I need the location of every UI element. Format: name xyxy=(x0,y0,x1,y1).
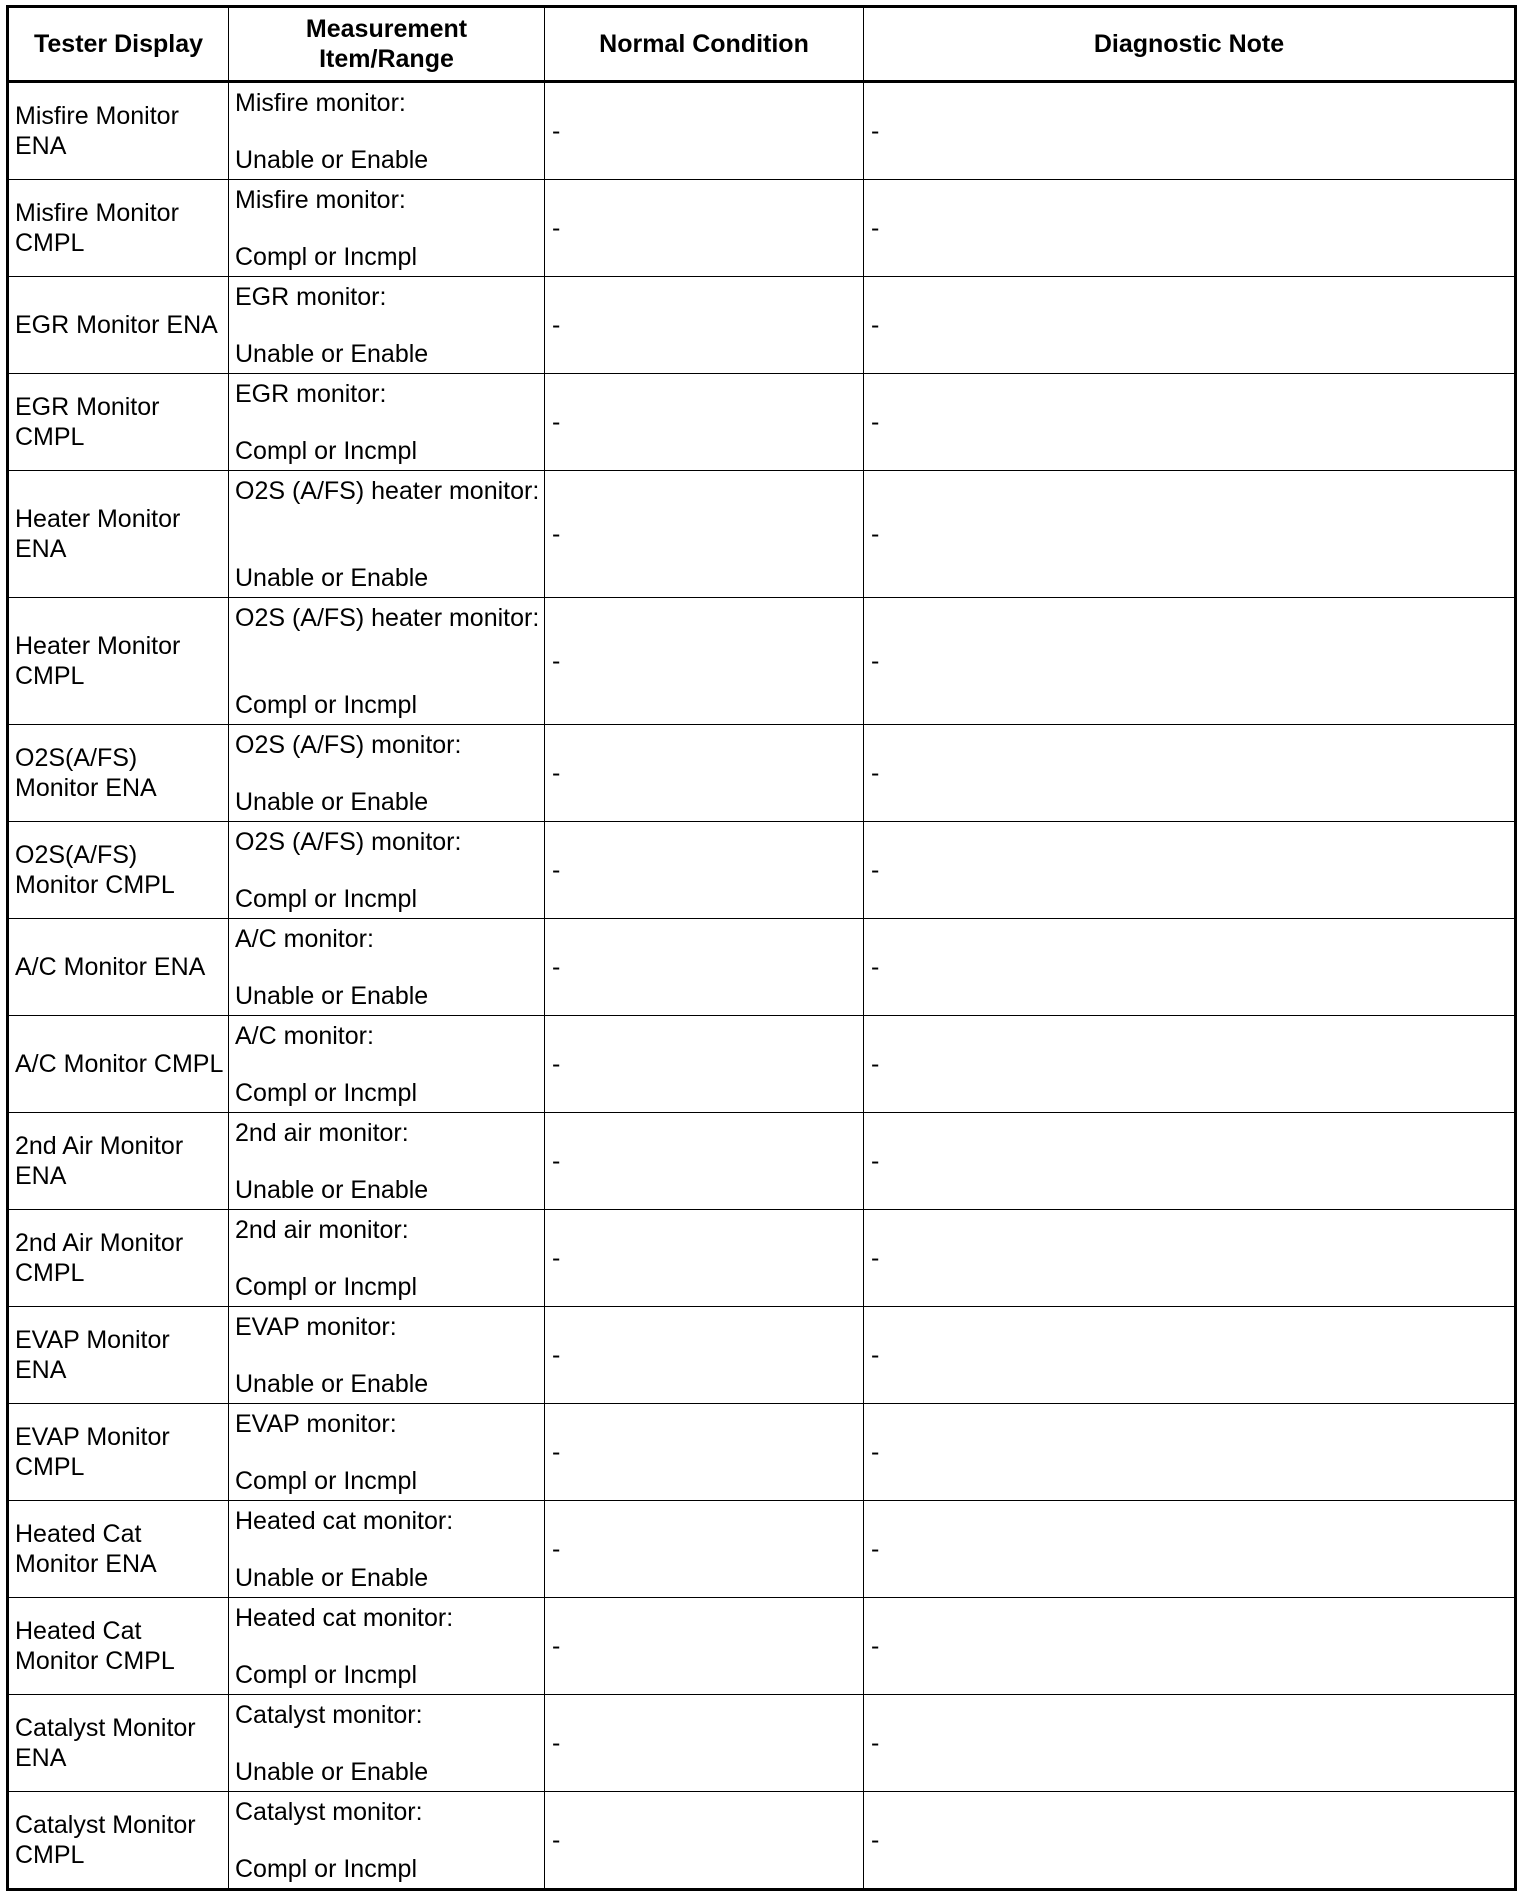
measurement-content xyxy=(235,822,540,918)
cell-normal-condition xyxy=(545,180,864,277)
diagnostic-note-value: - xyxy=(871,520,880,548)
measurement-range: Compl or Incmpl xyxy=(235,1855,417,1883)
measurement-content xyxy=(235,1210,540,1306)
cell-measurement xyxy=(229,1016,545,1113)
measurement-item: O2S (A/FS) monitor: xyxy=(235,731,462,759)
cell-normal-condition xyxy=(545,598,864,725)
table-row xyxy=(8,598,1516,725)
normal-condition-value: - xyxy=(552,1535,561,1563)
cell-diagnostic-note xyxy=(864,471,1516,598)
cell-tester-display: Misfire Monitor ENA xyxy=(8,82,229,180)
cell-diagnostic-note xyxy=(864,180,1516,277)
table-row xyxy=(8,1307,1516,1404)
cell-measurement xyxy=(229,1113,545,1210)
cell-normal-condition xyxy=(545,1598,864,1695)
diagnostic-note-value: - xyxy=(871,856,880,884)
table-row xyxy=(8,374,1516,471)
measurement-item: 2nd air monitor: xyxy=(235,1216,409,1244)
cell-normal-condition xyxy=(545,725,864,822)
normal-condition-value: - xyxy=(552,1729,561,1757)
normal-condition-value: - xyxy=(552,953,561,981)
header-normal-condition: Normal Condition xyxy=(545,7,864,82)
measurement-content xyxy=(235,1016,540,1112)
diagnostic-note-value: - xyxy=(871,117,880,145)
diagnostic-note-value: - xyxy=(871,759,880,787)
table-row xyxy=(8,1404,1516,1501)
cell-diagnostic-note xyxy=(864,919,1516,1016)
cell-measurement xyxy=(229,277,545,374)
cell-diagnostic-note xyxy=(864,1695,1516,1792)
diagnostic-note-value: - xyxy=(871,1244,880,1272)
measurement-content xyxy=(235,471,540,597)
diagnostic-note-value: - xyxy=(871,1632,880,1660)
normal-condition-value: - xyxy=(552,1050,561,1078)
measurement-range: Unable or Enable xyxy=(235,1564,429,1592)
cell-normal-condition xyxy=(545,471,864,598)
cell-tester-display: EVAP Monitor CMPL xyxy=(8,1404,229,1501)
cell-tester-display: Catalyst Monitor ENA xyxy=(8,1695,229,1792)
table-row xyxy=(8,277,1516,374)
header-measurement-line2: Item/Range xyxy=(319,45,454,73)
measurement-item: EVAP monitor: xyxy=(235,1313,397,1341)
measurement-item: Misfire monitor: xyxy=(235,186,406,214)
cell-normal-condition xyxy=(545,1210,864,1307)
cell-tester-display: O2S(A/FS) Monitor ENA xyxy=(8,725,229,822)
cell-tester-display: EVAP Monitor ENA xyxy=(8,1307,229,1404)
diagnostic-note-value: - xyxy=(871,311,880,339)
cell-measurement xyxy=(229,1501,545,1598)
diagnostic-note-value: - xyxy=(871,647,880,675)
cell-tester-display: O2S(A/FS) Monitor CMPL xyxy=(8,822,229,919)
cell-measurement xyxy=(229,82,545,180)
cell-diagnostic-note xyxy=(864,1792,1516,1890)
cell-diagnostic-note xyxy=(864,822,1516,919)
measurement-item: A/C monitor: xyxy=(235,1022,374,1050)
measurement-item: Misfire monitor: xyxy=(235,89,406,117)
table-row xyxy=(8,1210,1516,1307)
table-row xyxy=(8,82,1516,180)
diagnostic-note-value: - xyxy=(871,953,880,981)
cell-tester-display: Heater Monitor CMPL xyxy=(8,598,229,725)
cell-diagnostic-note xyxy=(864,1113,1516,1210)
measurement-content xyxy=(235,1404,540,1500)
cell-normal-condition xyxy=(545,1113,864,1210)
cell-measurement xyxy=(229,822,545,919)
diagnostic-note-value: - xyxy=(871,1729,880,1757)
normal-condition-value: - xyxy=(552,1244,561,1272)
cell-normal-condition xyxy=(545,277,864,374)
measurement-content xyxy=(235,725,540,821)
normal-condition-value: - xyxy=(552,1826,561,1854)
cell-normal-condition xyxy=(545,82,864,180)
measurement-range: Compl or Incmpl xyxy=(235,1273,417,1301)
cell-normal-condition xyxy=(545,374,864,471)
measurement-content xyxy=(235,83,540,179)
cell-measurement xyxy=(229,1598,545,1695)
diagnostic-note-value: - xyxy=(871,1050,880,1078)
cell-measurement xyxy=(229,374,545,471)
cell-measurement xyxy=(229,471,545,598)
normal-condition-value: - xyxy=(552,856,561,884)
measurement-item: EVAP monitor: xyxy=(235,1410,397,1438)
measurement-content xyxy=(235,919,540,1015)
cell-diagnostic-note xyxy=(864,598,1516,725)
cell-tester-display: Misfire Monitor CMPL xyxy=(8,180,229,277)
cell-tester-display: Heater Monitor ENA xyxy=(8,471,229,598)
cell-normal-condition xyxy=(545,1792,864,1890)
measurement-range: Unable or Enable xyxy=(235,1176,429,1204)
normal-condition-value: - xyxy=(552,408,561,436)
diagnostic-note-value: - xyxy=(871,1535,880,1563)
cell-diagnostic-note xyxy=(864,1016,1516,1113)
diagnostic-note-value: - xyxy=(871,1826,880,1854)
cell-diagnostic-note xyxy=(864,1404,1516,1501)
table-row xyxy=(8,1016,1516,1113)
table-row xyxy=(8,471,1516,598)
measurement-content xyxy=(235,598,540,724)
measurement-range: Unable or Enable xyxy=(235,564,429,592)
cell-measurement xyxy=(229,1695,545,1792)
measurement-item: O2S (A/FS) monitor: xyxy=(235,828,462,856)
cell-normal-condition xyxy=(545,1307,864,1404)
normal-condition-value: - xyxy=(552,117,561,145)
measurement-item: Catalyst monitor: xyxy=(235,1798,423,1826)
measurement-content xyxy=(235,1695,540,1791)
diagnostic-note-value: - xyxy=(871,1147,880,1175)
cell-normal-condition xyxy=(545,1501,864,1598)
measurement-item: A/C monitor: xyxy=(235,925,374,953)
measurement-content xyxy=(235,374,540,470)
cell-diagnostic-note xyxy=(864,1307,1516,1404)
cell-normal-condition xyxy=(545,822,864,919)
normal-condition-value: - xyxy=(552,759,561,787)
measurement-range: Compl or Incmpl xyxy=(235,243,417,271)
normal-condition-value: - xyxy=(552,1147,561,1175)
diagnostic-note-value: - xyxy=(871,1341,880,1369)
measurement-range: Unable or Enable xyxy=(235,982,429,1010)
measurement-item: Heated cat monitor: xyxy=(235,1507,454,1535)
table-row xyxy=(8,180,1516,277)
measurement-content xyxy=(235,1501,540,1597)
cell-tester-display: Catalyst Monitor CMPL xyxy=(8,1792,229,1890)
measurement-content xyxy=(235,180,540,276)
table-row xyxy=(8,1695,1516,1792)
cell-tester-display: 2nd Air Monitor CMPL xyxy=(8,1210,229,1307)
measurement-item: O2S (A/FS) heater monitor: xyxy=(235,604,540,632)
cell-measurement xyxy=(229,180,545,277)
measurement-range: Compl or Incmpl xyxy=(235,1467,417,1495)
cell-normal-condition xyxy=(545,919,864,1016)
measurement-content xyxy=(235,1598,540,1694)
normal-condition-value: - xyxy=(552,647,561,675)
measurement-item: 2nd air monitor: xyxy=(235,1119,409,1147)
header-measurement-item-range xyxy=(229,7,545,82)
normal-condition-value: - xyxy=(552,214,561,242)
cell-tester-display: 2nd Air Monitor ENA xyxy=(8,1113,229,1210)
measurement-item: Catalyst monitor: xyxy=(235,1701,423,1729)
measurement-item: EGR monitor: xyxy=(235,380,387,408)
measurement-content xyxy=(235,1307,540,1403)
measurement-range: Compl or Incmpl xyxy=(235,885,417,913)
measurement-range: Compl or Incmpl xyxy=(235,1661,417,1689)
cell-measurement xyxy=(229,919,545,1016)
diagnostic-note-value: - xyxy=(871,214,880,242)
measurement-range: Compl or Incmpl xyxy=(235,1079,417,1107)
cell-normal-condition xyxy=(545,1016,864,1113)
normal-condition-value: - xyxy=(552,1632,561,1660)
cell-normal-condition xyxy=(545,1404,864,1501)
normal-condition-value: - xyxy=(552,520,561,548)
cell-tester-display: A/C Monitor CMPL xyxy=(8,1016,229,1113)
measurement-range: Unable or Enable xyxy=(235,788,429,816)
measurement-item: O2S (A/FS) heater monitor: xyxy=(235,477,540,505)
table-row xyxy=(8,1501,1516,1598)
cell-measurement xyxy=(229,598,545,725)
header-tester-display: Tester Display xyxy=(8,7,229,82)
table-row xyxy=(8,1792,1516,1890)
cell-diagnostic-note xyxy=(864,374,1516,471)
cell-diagnostic-note xyxy=(864,725,1516,822)
measurement-range: Compl or Incmpl xyxy=(235,691,417,719)
measurement-content xyxy=(235,1113,540,1209)
cell-tester-display: Heated Cat Monitor CMPL xyxy=(8,1598,229,1695)
diagnostic-note-value: - xyxy=(871,408,880,436)
measurement-range: Unable or Enable xyxy=(235,1758,429,1786)
cell-tester-display: Heated Cat Monitor ENA xyxy=(8,1501,229,1598)
cell-diagnostic-note xyxy=(864,1210,1516,1307)
header-measurement-line1: Measurement xyxy=(305,15,468,43)
monitor-status-table xyxy=(6,5,1517,1891)
cell-tester-display: A/C Monitor ENA xyxy=(8,919,229,1016)
table-row xyxy=(8,725,1516,822)
table-row xyxy=(8,1113,1516,1210)
header-row xyxy=(8,7,1516,82)
measurement-range: Unable or Enable xyxy=(235,146,429,174)
normal-condition-value: - xyxy=(552,1438,561,1466)
cell-measurement xyxy=(229,1792,545,1890)
table-row xyxy=(8,919,1516,1016)
cell-measurement xyxy=(229,1210,545,1307)
table-row xyxy=(8,822,1516,919)
cell-diagnostic-note xyxy=(864,277,1516,374)
cell-diagnostic-note xyxy=(864,1501,1516,1598)
cell-tester-display: EGR Monitor CMPL xyxy=(8,374,229,471)
measurement-range: Compl or Incmpl xyxy=(235,437,417,465)
measurement-content xyxy=(235,1792,540,1888)
cell-normal-condition xyxy=(545,1695,864,1792)
measurement-range: Unable or Enable xyxy=(235,340,429,368)
cell-diagnostic-note xyxy=(864,82,1516,180)
measurement-item: Heated cat monitor: xyxy=(235,1604,454,1632)
cell-measurement xyxy=(229,1404,545,1501)
measurement-item: EGR monitor: xyxy=(235,283,387,311)
measurement-range: Unable or Enable xyxy=(235,1370,429,1398)
normal-condition-value: - xyxy=(552,1341,561,1369)
cell-diagnostic-note xyxy=(864,1598,1516,1695)
cell-measurement xyxy=(229,725,545,822)
measurement-content xyxy=(235,277,540,373)
diagnostic-note-value: - xyxy=(871,1438,880,1466)
cell-tester-display: EGR Monitor ENA xyxy=(8,277,229,374)
header-diagnostic-note: Diagnostic Note xyxy=(864,7,1516,82)
table-row xyxy=(8,1598,1516,1695)
cell-measurement xyxy=(229,1307,545,1404)
normal-condition-value: - xyxy=(552,311,561,339)
